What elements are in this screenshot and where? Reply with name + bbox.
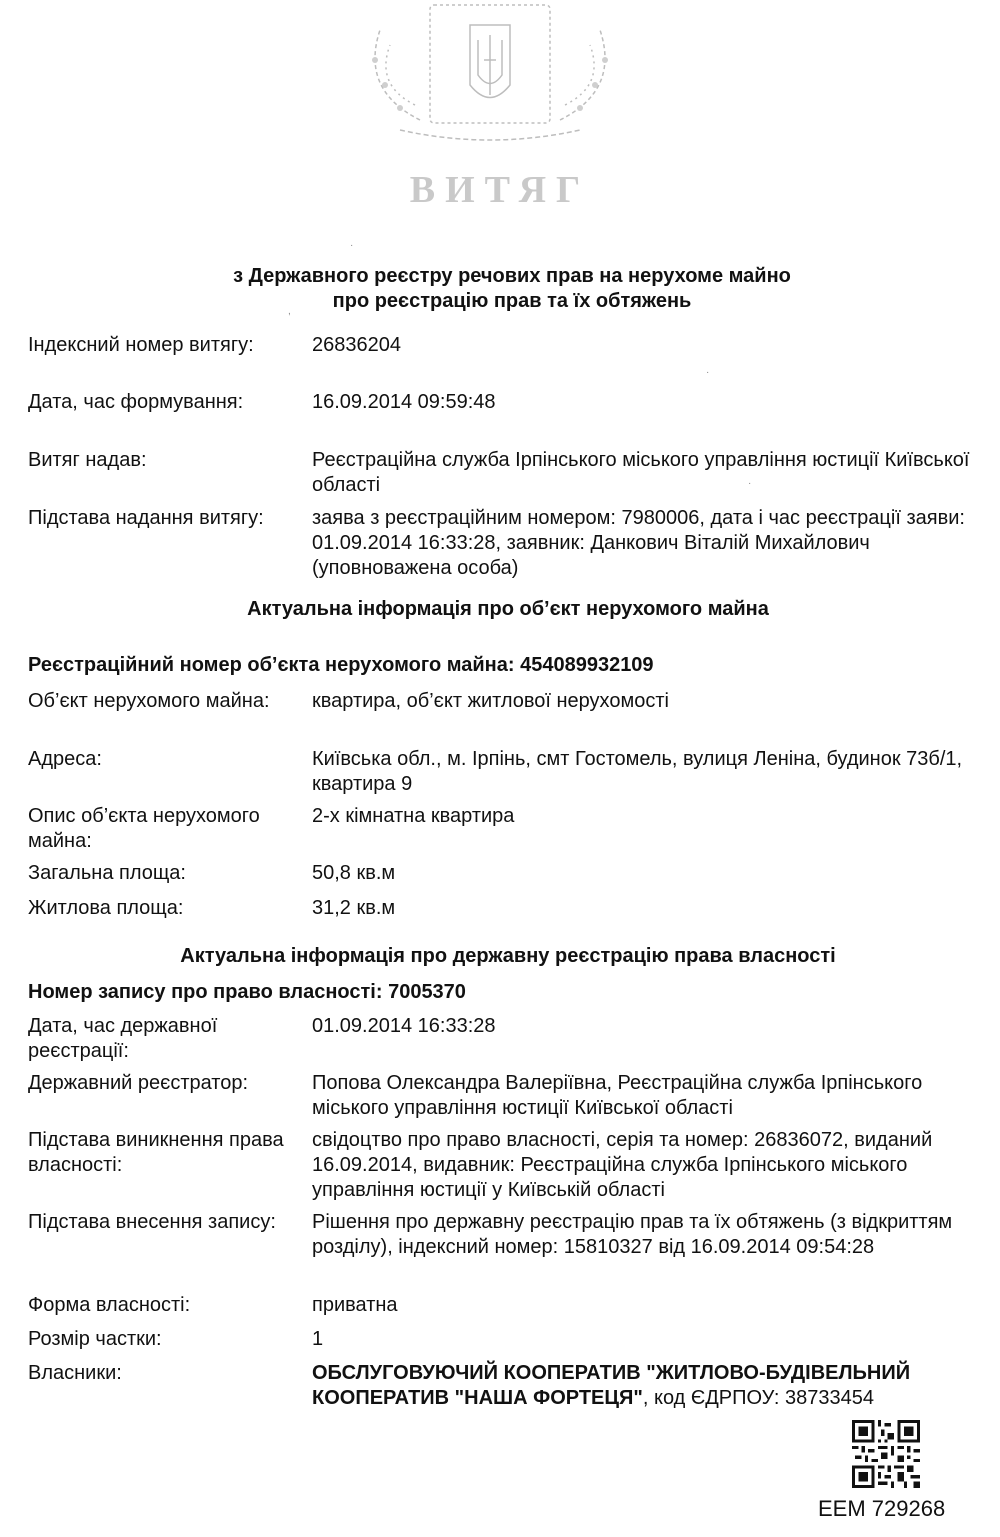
qr-code-icon xyxy=(852,1420,920,1488)
owners-value xyxy=(312,1361,992,1411)
trident-seal-icon xyxy=(320,0,660,160)
owner-code: , код ЄДРПОУ: 38733454 xyxy=(642,1387,874,1409)
row-label: Витяг надав: xyxy=(28,449,147,471)
row-label: Індексний номер витягу: xyxy=(28,334,254,356)
document-title-line-1: з Державного реєстру речових прав на нерухоме майно xyxy=(233,265,791,287)
stamp-title: ВИТЯГ xyxy=(409,169,591,211)
ownership-section-title: Актуальна інформація про державну реєстрацію права власності xyxy=(180,945,836,967)
object-reg-number: Реєстраційний номер об’єкта нерухомого майна: 454089932109 xyxy=(28,654,654,676)
row-value: свідоцтво про право власності, серія та номер: 26836072, виданий 16.09.2014, видавник: Реєстраційна служба Ірпінського міського управління юстиції у Київській області xyxy=(312,1129,933,1201)
row-label: Дата, час державної реєстрації: xyxy=(28,1015,218,1062)
row-label: Підстава виникнення права власності: xyxy=(28,1129,284,1176)
row-value: 50,8 кв.м xyxy=(312,862,396,884)
row-label: Державний реєстратор: xyxy=(28,1072,249,1094)
row-value: 01.09.2014 16:33:28 xyxy=(312,1015,496,1037)
row-label: Дата, час формування: xyxy=(28,391,244,413)
row-label: Загальна площа: xyxy=(28,862,186,884)
scan-speck: · xyxy=(350,240,354,251)
row-label: Адреса: xyxy=(28,748,102,770)
row-label: Власники: xyxy=(28,1362,122,1384)
scan-speck: · xyxy=(706,367,710,378)
row-value: Реєстраційна служба Ірпінського міського управління юстиції Київської області xyxy=(312,449,970,496)
scan-speck: , xyxy=(288,306,291,317)
row-value: 16.09.2014 09:59:48 xyxy=(312,391,496,413)
row-value: 2-х кімнатна квартира xyxy=(312,805,515,827)
row-value: 26836204 xyxy=(312,334,401,356)
row-value: заява з реєстраційним номером: 7980006, дата і час реєстрації заяви: 01.09.2014 16:33:28, заявник: Данкович Віталій Михайлович (уповноважена особа) xyxy=(312,507,965,579)
row-label: Розмір частки: xyxy=(28,1328,162,1350)
row-value: Київська обл., м. Ірпінь, смт Гостомель, вулиця Леніна, будинок 73б/1, квартира 9 xyxy=(312,748,963,795)
owner-name: ОБСЛУГОВУЮЧИЙ КООПЕРАТИВ "ЖИТЛОВО-БУДІВЕЛЬНИЙ КООПЕРАТИВ "НАША ФОРТЕЦЯ" xyxy=(312,1362,911,1409)
row-label: Опис об’єкта нерухомого майна: xyxy=(28,805,260,852)
ownership-record-number: Номер запису про право власності: 7005370 xyxy=(28,981,466,1003)
row-value: 31,2 кв.м xyxy=(312,897,396,919)
row-label: Об’єкт нерухомого майна: xyxy=(28,690,270,712)
form-serial-number: ЕЕМ 729268 xyxy=(818,1496,946,1521)
row-label: Підстава надання витягу: xyxy=(28,507,264,529)
row-label: Форма власності: xyxy=(28,1294,191,1316)
row-value: квартира, об’єкт житлової нерухомості xyxy=(312,690,669,712)
row-label: Житлова площа: xyxy=(28,897,184,919)
scan-speck: · xyxy=(748,478,752,489)
row-value: Попова Олександра Валеріївна, Реєстраційна служба Ірпінського міського управління юстиції Київської області xyxy=(312,1072,923,1119)
row-value: Рішення про державну реєстрацію прав та їх обтяжень (з відкриттям розділу), індексний номер: 15810327 від 16.09.2014 09:54:28 xyxy=(312,1211,953,1258)
row-label: Підстава внесення запису: xyxy=(28,1211,276,1233)
document-title-line-2: про реєстрацію прав та їх обтяжень xyxy=(332,290,692,312)
object-section-title: Актуальна інформація про об’єкт нерухомого майна xyxy=(247,598,769,620)
row-value: 1 xyxy=(312,1328,324,1350)
coat-of-arms-emblem xyxy=(320,0,660,160)
row-value: приватна xyxy=(312,1294,398,1316)
